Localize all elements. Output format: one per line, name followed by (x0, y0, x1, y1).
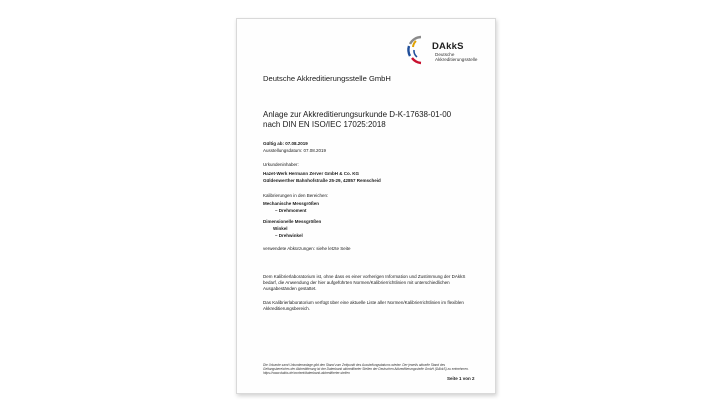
organization-name: Deutsche Akkreditierungsstelle GmbH (263, 74, 391, 83)
area-dimensional-item: – Drehwinkel (275, 233, 303, 238)
issue-date: Ausstellungsdatum: 07.08.2019 (263, 148, 327, 153)
dakks-logo (404, 33, 484, 73)
paragraph-standards: Dem Kalibrierlaboratorium ist, ohne dass es einer vorherigen Information und Zustimmung der DAkkS bedarf, die Anwendung der hier aufgeführten Normen/Kalibrierrichtlinien mit unterschiedlichen Ausgabeständen gestattet. (263, 274, 466, 292)
document-title-line1: Anlage zur Akkreditierungsurkunde D-K-17638-01-00 (263, 110, 452, 119)
valid-from: Gültig ab: 07.08.2019 (263, 141, 308, 146)
logo-subtitle (435, 52, 477, 62)
holder-address: Güldenwerther Bahnhofstraße 25-29, 42857 Remscheid (263, 178, 381, 183)
paragraph-list: Das Kalibrierlaboratorium verfügt über eine aktuelle Liste aller Normen/Kalibrierrichtlinien im flexiblen Akkreditierungsbereich. (263, 300, 464, 312)
logo-subtitle-line1: Deutsche (435, 52, 455, 57)
area-dimensional-sub: Winkel (273, 226, 288, 231)
document-page (236, 18, 496, 394)
area-mechanical-item: – Drehmoment (275, 208, 307, 213)
footer-note: Die Urkunde samt Urkundenanlage gibt den Stand zum Zeitpunkt des Ausstellungsdatums wieder. Der jeweils aktuelle Stand des Geltungsbereiches der Akkreditierung ist der Datenbank akkreditierter Stellen der Deutschen Akkreditierungsstelle GmbH (DAkkS) zu entnehmen. https://www.dakks.de/content/datenbank-akkreditierter-stellen (263, 363, 469, 375)
page-number: Seite 1 von 2 (447, 376, 475, 381)
logo-name: DAkkS (432, 41, 464, 52)
area-mechanical-title: Mechanische Messgrößen (263, 201, 320, 206)
abbreviations-note: verwendete Abkürzungen: siehe letzte Seite (263, 246, 351, 251)
area-dimensional-title: Dimensionelle Messgrößen (263, 219, 322, 224)
holder-name: Hazet-Werk Hermann Zerver GmbH & Co. KG (263, 171, 359, 176)
document-title-line2: nach DIN EN ISO/IEC 17025:2018 (263, 120, 386, 129)
holder-label: Urkundeninhaber: (263, 162, 299, 167)
calibration-intro: Kalibrierungen in den Bereichen: (263, 193, 329, 198)
logo-subtitle-line2: Akkreditierungsstelle (435, 57, 478, 63)
